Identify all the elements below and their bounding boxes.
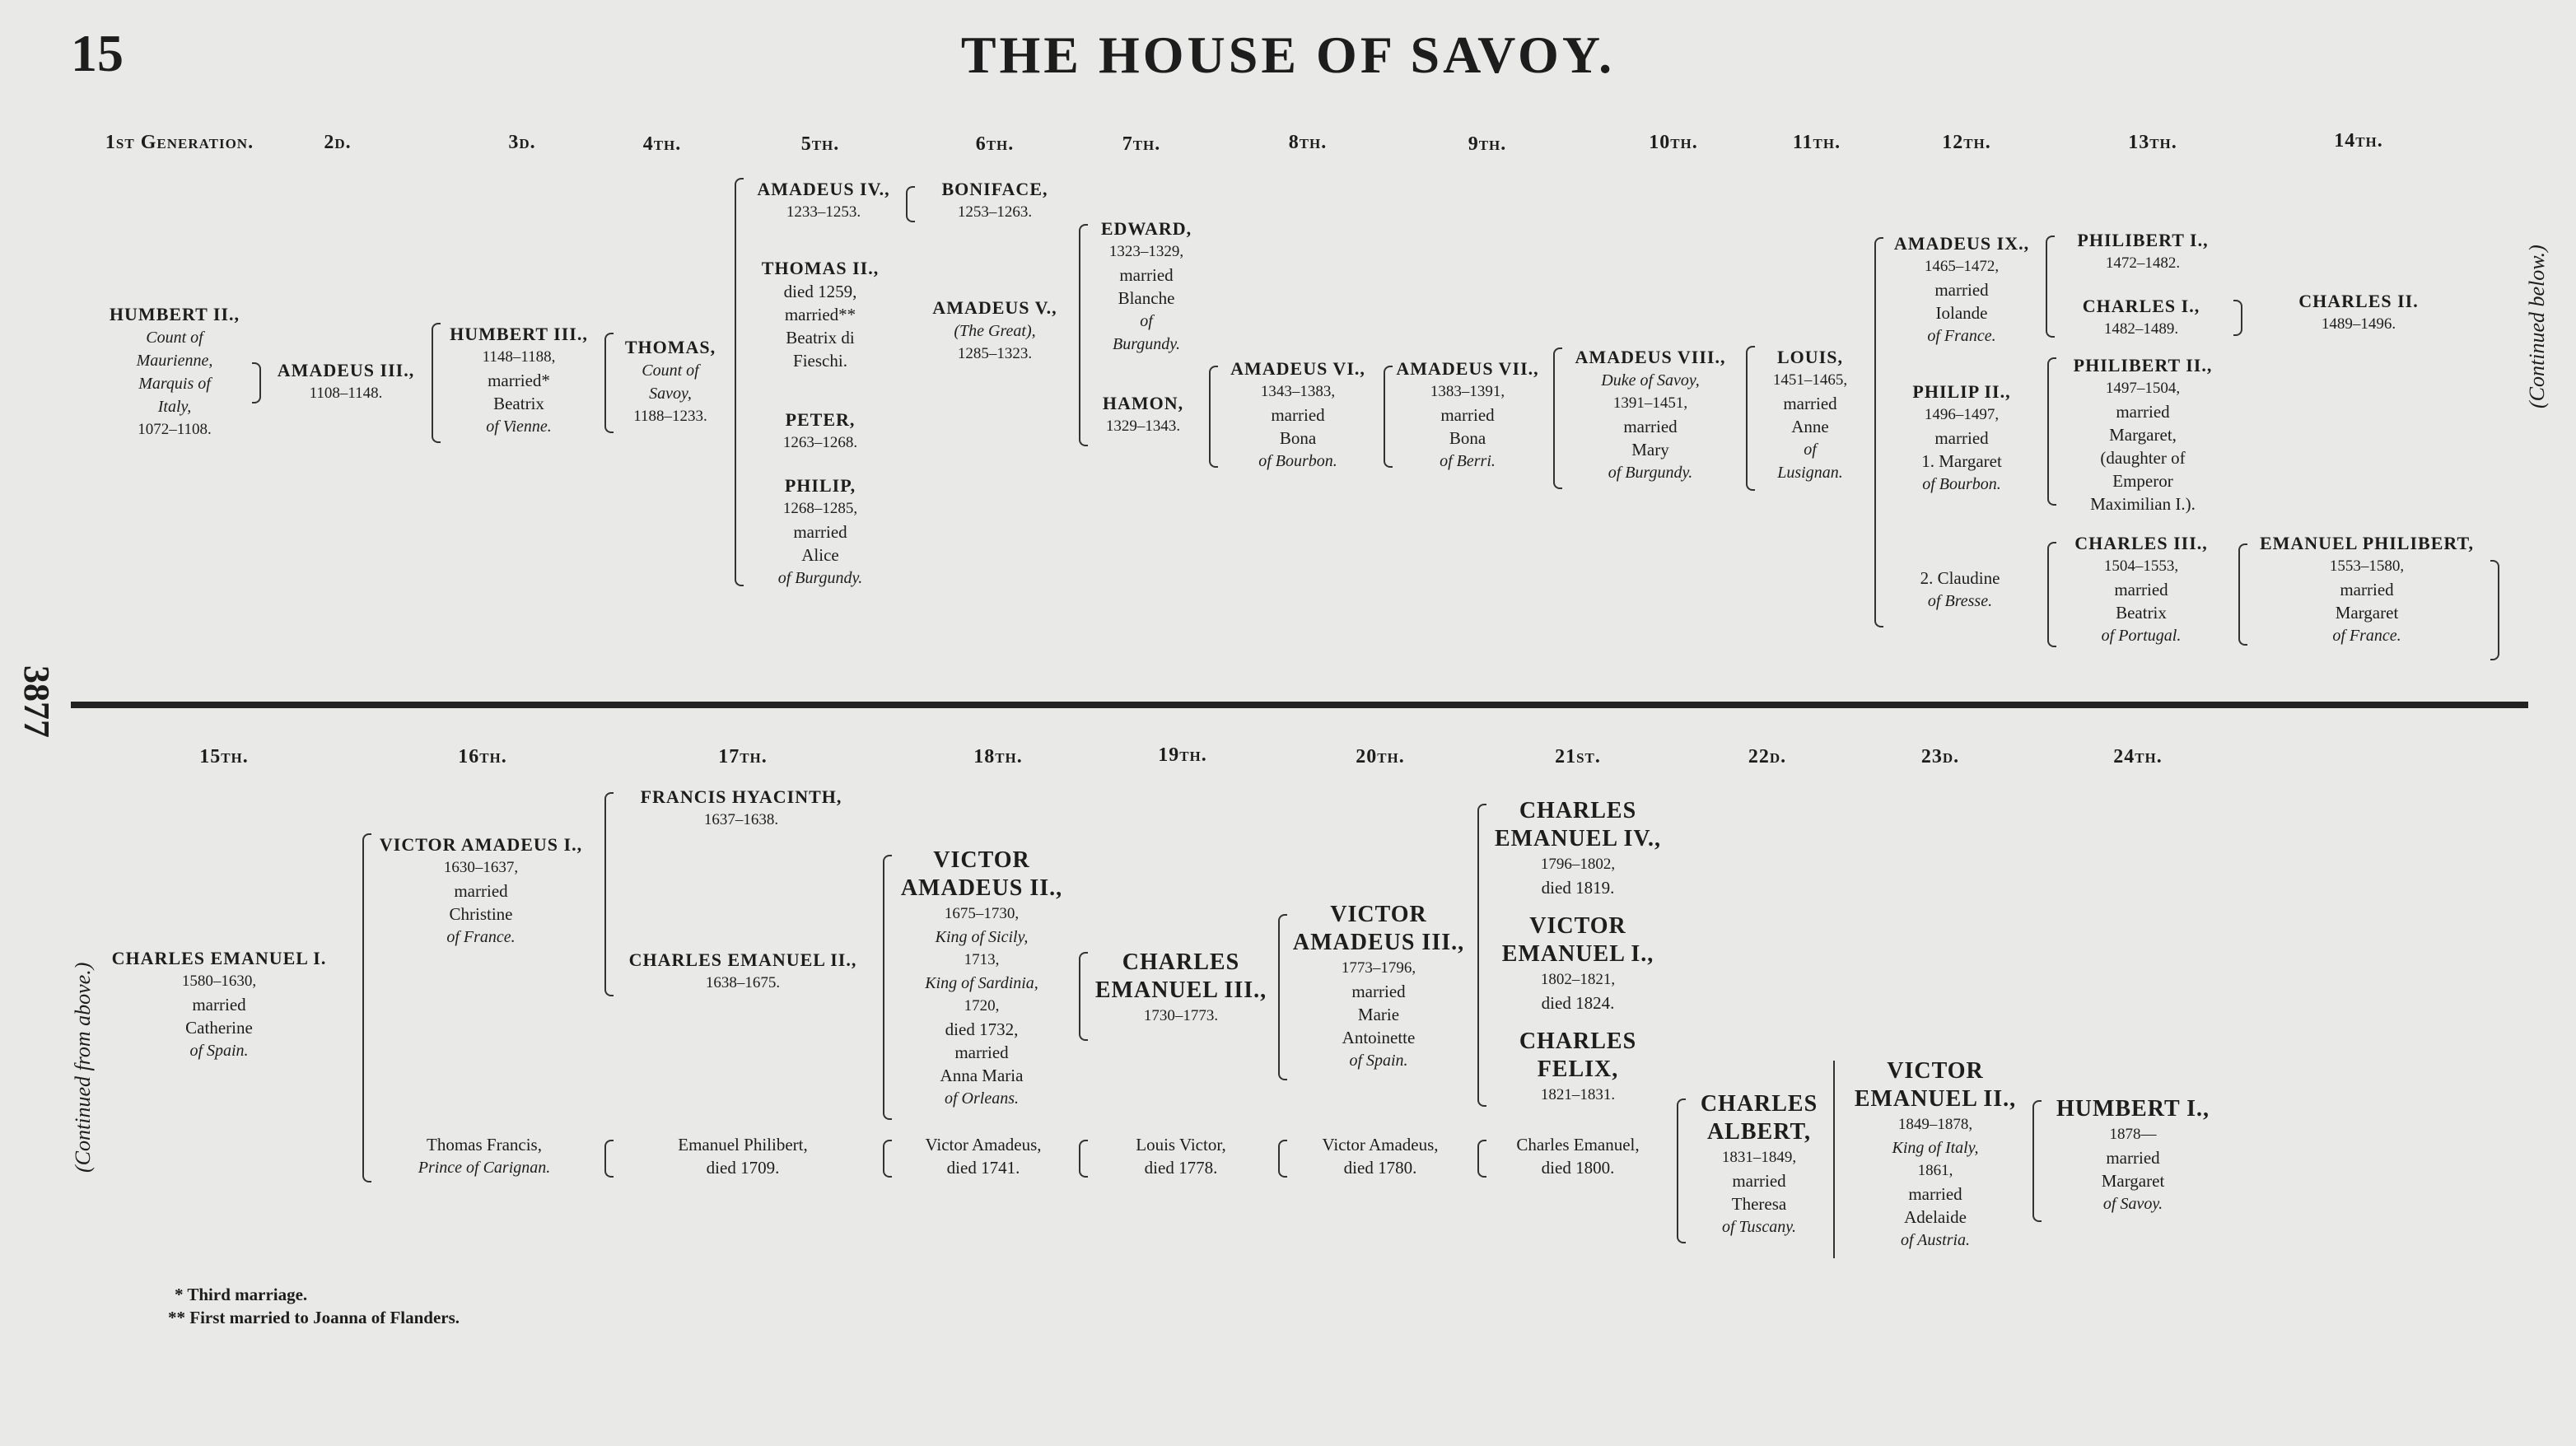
person-francis-hyacinth (641, 786, 842, 832)
person-detail: died 1819. (1541, 878, 1615, 898)
person-name: LOUIS, (1777, 347, 1843, 367)
person-amadeus-iii (278, 359, 414, 405)
person-charles-emanuel-ii (629, 949, 857, 995)
person-dates: 1263–1268. (782, 434, 858, 451)
person-detail: married (2114, 580, 2168, 599)
generation-label: 10th. (1649, 132, 1698, 153)
person-name: AMADEUS III., (277, 360, 415, 380)
bracket (1553, 348, 1562, 489)
generation-label: 12th. (1942, 132, 1991, 153)
person-detail: Antoinette (1342, 1028, 1416, 1047)
bracket (883, 1140, 892, 1178)
bracket (1079, 1140, 1088, 1178)
person-name: AMADEUS II., (900, 875, 1063, 901)
person-detail: married (954, 1043, 1009, 1062)
person-victor-emanuel-i (1502, 912, 1654, 1015)
person-dates: 1630–1637, (443, 859, 519, 876)
person-charles-emanuel-iv (1495, 797, 1661, 899)
generation-label: 21st. (1555, 746, 1601, 767)
person-name: CHARLES EMANUEL II., (628, 949, 857, 970)
generation-label: 19th. (1158, 744, 1207, 766)
person-title: of Bresse. (1927, 592, 1993, 610)
generation-label: 6th. (975, 133, 1015, 155)
generation-label: 23d. (1920, 746, 1960, 767)
bracket (362, 833, 371, 1182)
person-dates: 1878— (2109, 1126, 2157, 1143)
person-title: of Bourbon. (1258, 452, 1337, 470)
person-dates: 1465–1472, (1924, 258, 2000, 275)
person-title: Count of (146, 329, 203, 347)
bracket (883, 855, 892, 1120)
person-dates: 1496–1497, (1924, 406, 2000, 423)
person-dates: 1482–1489. (2103, 320, 2179, 338)
person-detail: married* (488, 371, 550, 390)
person-philip (778, 474, 863, 590)
bracket (604, 792, 614, 996)
person-dates: 1451–1465, (1772, 371, 1848, 389)
person-charles-felix (1519, 1028, 1636, 1107)
person-humbert-iii (450, 323, 588, 438)
person-charles-emanuel-carignan (1516, 1133, 1639, 1179)
person-dates: 1072–1108. (138, 421, 212, 438)
page-title: THE HOUSE OF SAVOY. (960, 26, 1616, 84)
person-detail: died 1709. (706, 1158, 780, 1178)
generation-label: 11th. (1792, 132, 1841, 153)
person-detail: married (1934, 428, 1989, 448)
person-detail: Beatrix di (786, 328, 855, 348)
person-detail: married (1440, 405, 1495, 425)
person-title: of Bourbon. (1922, 475, 2001, 493)
bracket (906, 186, 915, 222)
person-dates: 1329–1343. (1105, 417, 1181, 435)
person-dates: 1637–1638. (703, 811, 779, 828)
person-dates: 1497–1504, (2105, 380, 2181, 397)
person-title: Burgundy. (1112, 335, 1181, 353)
person-title: King of Sardinia, (925, 974, 1038, 992)
person-detail: married (1732, 1171, 1786, 1191)
person-detail: (daughter of (2100, 448, 2186, 468)
continued-from-above-note: (Continued from above.) (71, 962, 95, 1173)
person-detail: Victor Amadeus, (925, 1135, 1042, 1154)
generation-label: 20th. (1356, 746, 1405, 767)
person-detail: Bona (1449, 428, 1486, 448)
page-number: 15 (71, 24, 124, 82)
generation-label: 3d. (508, 132, 536, 153)
person-name: FELIX, (1537, 1057, 1619, 1082)
person-dates: 1802–1821, (1540, 971, 1616, 988)
person-dates: 1285–1323. (957, 345, 1033, 362)
person-detail: Bona (1279, 428, 1317, 448)
person-dates: 1675–1730, (944, 905, 1020, 922)
person-amadeus-viii (1575, 346, 1726, 484)
person-dates: 1831–1849, (1721, 1149, 1797, 1166)
person-dates: 1730–1773. (1143, 1007, 1219, 1024)
person-detail: married (1908, 1184, 1962, 1204)
person-title: King of Sicily, (935, 928, 1029, 946)
person-dates: 1148–1188, (482, 348, 556, 366)
person-louis-victor (1136, 1133, 1226, 1179)
person-dates: 1638–1675. (705, 974, 781, 991)
bracket (1746, 346, 1755, 491)
person-detail: Maximilian I.). (2090, 494, 2196, 514)
person-name: BONIFACE, (941, 179, 1048, 199)
person-detail: died 1778. (1144, 1158, 1218, 1178)
person-detail: died 1824. (1541, 993, 1615, 1013)
person-name: CHARLES II. (2298, 291, 2419, 311)
person-title: of (1804, 441, 1817, 459)
person-detail: died 1741. (946, 1158, 1020, 1178)
person-peter (783, 408, 857, 455)
person-detail: married (1271, 405, 1325, 425)
person-thomas-francis (418, 1133, 551, 1179)
person-charles-ii (2298, 290, 2418, 336)
person-amadeus-v (932, 296, 1057, 366)
person-name: PETER, (785, 409, 856, 430)
person-victor-amadeus-carignan-2 (1322, 1133, 1438, 1179)
generation-label: 9th. (1468, 133, 1507, 155)
person-boniface (942, 178, 1048, 224)
person-name: HUMBERT III., (450, 324, 588, 344)
person-amadeus-ix (1894, 232, 2029, 348)
person-amadeus-vii (1396, 357, 1538, 473)
person-name: EMANUEL IV., (1494, 826, 1662, 851)
person-title: Count of (642, 362, 699, 380)
person-name: CHARLES (1700, 1091, 1818, 1117)
person-name: CHARLES (1122, 949, 1240, 975)
person-detail: Alice (801, 545, 839, 565)
person-title: of Orleans. (944, 1089, 1019, 1108)
bracket (252, 362, 261, 403)
person-detail: married (454, 881, 508, 901)
person-name: EMANUEL III., (1094, 977, 1267, 1003)
person-dates: 1553–1580, (2329, 557, 2405, 575)
person-detail: married (1623, 417, 1678, 436)
generation-label: 7th. (1122, 133, 1161, 155)
person-dates: 1233–1253. (786, 203, 861, 221)
person-detail: married (2106, 1148, 2160, 1168)
person-title: Prince of Carignan. (418, 1159, 551, 1177)
generation-label: 2d. (324, 132, 352, 153)
person-name: FRANCIS HYACINTH, (640, 786, 842, 807)
person-detail: Thomas Francis, (427, 1135, 542, 1154)
person-name: ALBERT, (1706, 1119, 1812, 1145)
bracket (604, 333, 614, 433)
person-detail: Victor Amadeus, (1322, 1135, 1439, 1154)
person-louis (1773, 346, 1847, 484)
bracket (1384, 366, 1393, 468)
person-title: of France. (2332, 627, 2401, 645)
bracket (2490, 560, 2499, 660)
bracket (2233, 300, 2242, 336)
bracket (2047, 357, 2056, 506)
person-detail: died 1259, (783, 282, 857, 301)
person-dates: 1343–1383, (1260, 383, 1336, 400)
person-detail: married (2116, 402, 2170, 422)
person-name: VICTOR (1887, 1058, 1984, 1084)
person-name: EMANUEL II., (1854, 1086, 2017, 1112)
person-name: PHILIP II., (1912, 381, 2011, 402)
person-dates: 1849–1878, (1897, 1116, 1973, 1133)
person-detail: Christine (449, 904, 513, 924)
person-dates: 1391–1451, (1612, 394, 1688, 412)
person-detail: Emanuel Philibert, (678, 1135, 808, 1154)
person-title: Duke of Savoy, (1601, 371, 1700, 389)
person-title: of Burgundy. (1608, 464, 1693, 482)
person-charles-emanuel-iii (1095, 949, 1267, 1028)
person-title: (The Great), (954, 322, 1036, 340)
person-name: EMANUEL PHILIBERT, (2259, 533, 2475, 553)
person-title: Savoy, (649, 385, 692, 403)
person-dates: 1861, (1917, 1162, 1953, 1179)
person-title: Maurienne, (136, 352, 213, 370)
person-dates: 1713, (964, 951, 1000, 968)
person-name: AMADEUS IV., (757, 179, 890, 199)
person-title: of Tuscany. (1721, 1218, 1796, 1236)
person-title: of Savoy. (2102, 1195, 2163, 1213)
person-philibert-ii (2074, 354, 2213, 515)
generation-label: 8th. (1288, 132, 1328, 153)
person-name: AMADEUS VI., (1230, 358, 1365, 379)
bracket (2238, 543, 2247, 646)
bracket (1833, 1061, 1835, 1258)
person-hamon (1103, 392, 1183, 438)
footnote: * Third marriage. (175, 1285, 308, 1304)
person-title: Lusignan. (1777, 464, 1843, 482)
person-detail: Blanche (1118, 288, 1175, 308)
person-name: THOMAS II., (761, 258, 880, 278)
bracket (2047, 542, 2056, 647)
person-name: AMADEUS VIII., (1575, 347, 1726, 367)
generation-label: 24th. (2113, 746, 2163, 767)
person-claudine (1920, 567, 2000, 613)
person-detail: died 1780. (1343, 1158, 1417, 1178)
generation-label: 16th. (458, 746, 507, 767)
person-title: King of Italy, (1892, 1139, 1979, 1157)
person-dates: 1188–1233. (633, 408, 707, 425)
person-title: of France. (1927, 327, 1996, 345)
section-divider (71, 702, 2528, 708)
generation-label: 5th. (800, 133, 840, 155)
bracket (1079, 952, 1088, 1041)
person-title: of Austria. (1900, 1231, 1971, 1249)
person-amadeus-iv (757, 178, 889, 224)
bracket (1278, 914, 1287, 1080)
person-charles-i (2083, 295, 2200, 341)
person-victor-emanuel-ii (1855, 1057, 2016, 1252)
person-detail: 2. Claudine (1920, 568, 2000, 588)
person-emanuel-philibert (2260, 532, 2474, 647)
person-name: THOMAS, (624, 337, 716, 357)
person-edward (1101, 217, 1192, 356)
bracket (2046, 236, 2055, 338)
person-detail: Catherine (185, 1018, 253, 1038)
person-philibert-i (2077, 229, 2208, 275)
person-detail: Charles Emanuel, (1516, 1135, 1640, 1154)
person-detail: Anne (1791, 417, 1829, 436)
person-name: AMADEUS V., (932, 297, 1057, 318)
person-thomas (625, 336, 716, 428)
person-detail: married (1119, 265, 1174, 285)
bracket (1209, 366, 1218, 468)
side-page-number: 3877 (16, 665, 57, 738)
person-detail: married** (784, 305, 856, 324)
person-detail: Marie (1357, 1005, 1400, 1024)
person-victor-amadeus-i (380, 833, 582, 949)
generation-label: 15th. (199, 746, 249, 767)
person-name: CHARLES (1519, 798, 1637, 823)
person-detail: married (1783, 394, 1837, 413)
person-charles-iii (2074, 532, 2208, 647)
bracket (1874, 237, 1883, 627)
person-detail: Margaret (2335, 603, 2399, 623)
person-name: HAMON, (1102, 393, 1184, 413)
person-dates: 1383–1391, (1430, 383, 1505, 400)
footnote: ** First married to Joanna of Flanders. (168, 1308, 460, 1327)
person-detail: Fieschi. (793, 351, 847, 371)
person-dates: 1489–1496. (2321, 315, 2396, 333)
person-detail: Anna Maria (940, 1066, 1024, 1085)
person-dates: 1472–1482. (2105, 254, 2181, 272)
person-title: Marquis of (138, 375, 211, 393)
person-dates: 1720, (964, 997, 1000, 1015)
person-name: PHILIBERT I., (2077, 230, 2209, 250)
person-title: of Spain. (189, 1042, 249, 1060)
person-detail: Margaret (2101, 1171, 2165, 1191)
person-name: VICTOR (933, 847, 1030, 873)
person-name: VICTOR AMADEUS I., (379, 834, 583, 855)
person-victor-amadeus-ii (901, 847, 1062, 1110)
person-charles-emanuel-i (112, 947, 327, 1062)
person-detail: Adelaide (1904, 1207, 1967, 1227)
person-title: of France. (446, 928, 516, 946)
person-dates: 1108–1148. (309, 385, 383, 402)
person-title: of Vienne. (486, 417, 552, 436)
generation-label: 18th. (973, 746, 1023, 767)
person-title: of Berri. (1440, 452, 1496, 470)
generation-label: 4th. (642, 133, 682, 155)
person-detail: married (1934, 280, 1989, 300)
person-detail: Margaret, (2109, 425, 2177, 445)
person-detail: Beatrix (493, 394, 544, 413)
person-name: VICTOR (1330, 902, 1427, 927)
person-name: CHARLES I., (2082, 296, 2200, 316)
person-amadeus-vi (1230, 357, 1365, 473)
person-dates: 1504–1553, (2103, 557, 2179, 575)
person-name: AMADEUS IX., (1893, 233, 2030, 254)
person-name: VICTOR (1529, 913, 1626, 939)
person-detail: married (192, 995, 246, 1015)
person-dates: 1796–1802, (1540, 856, 1616, 873)
person-title: of Burgundy. (777, 569, 863, 587)
person-detail: Beatrix (2116, 603, 2167, 623)
person-name: EDWARD, (1100, 218, 1192, 239)
person-detail: died 1732, (945, 1019, 1019, 1039)
bracket (1278, 1140, 1287, 1178)
person-detail: Emperor (2112, 471, 2173, 491)
person-dates: 1268–1285, (782, 500, 858, 517)
person-dates: 1253–1263. (957, 203, 1033, 221)
bracket (1079, 224, 1088, 446)
person-charles-albert (1701, 1090, 1818, 1238)
person-dates: 1580–1630, (181, 973, 257, 990)
person-detail: Iolande (1935, 303, 1988, 323)
person-name: CHARLES EMANUEL I. (111, 948, 327, 968)
bracket (1477, 804, 1486, 1107)
person-name: HUMBERT I., (2056, 1096, 2210, 1122)
generation-label: 22d. (1748, 746, 1787, 767)
person-title: of Spain. (1349, 1052, 1408, 1070)
person-detail: Louis Victor, (1136, 1135, 1226, 1154)
generation-label: 14th. (2334, 130, 2383, 152)
generation-label: 13th. (2128, 132, 2177, 153)
person-name: CHARLES III., (2074, 533, 2208, 553)
person-dates: 1323–1329, (1108, 243, 1184, 260)
person-dates: 1773–1796, (1341, 959, 1416, 977)
person-victor-amadeus-iii (1293, 901, 1464, 1072)
person-victor-amadeus-carignan (925, 1133, 1041, 1179)
person-title: of Portugal. (2101, 627, 2182, 645)
person-name: HUMBERT II., (109, 304, 240, 324)
bracket (2032, 1100, 2042, 1222)
continued-below-note: (Continued below.) (2525, 245, 2549, 408)
person-detail: died 1800. (1541, 1158, 1615, 1178)
bracket (1677, 1098, 1686, 1243)
person-title: Italy, (157, 398, 192, 416)
bracket (1477, 1140, 1486, 1178)
person-name: CHARLES (1519, 1029, 1637, 1054)
person-humbert-ii (110, 303, 240, 441)
person-detail: Theresa (1731, 1194, 1787, 1214)
person-thomas-ii (762, 257, 879, 372)
person-name: AMADEUS VII., (1396, 358, 1539, 379)
person-emanuel-philibert-carignan (678, 1133, 807, 1179)
person-name: PHILIBERT II., (2073, 355, 2213, 375)
person-name: PHILIP, (784, 475, 856, 496)
person-philip-ii (1912, 380, 2010, 496)
person-name: EMANUEL I., (1501, 941, 1654, 967)
person-detail: married (2340, 580, 2394, 599)
generation-label: 17th. (718, 746, 768, 767)
person-name: AMADEUS III., (1292, 930, 1465, 955)
person-detail: married (793, 522, 847, 542)
person-detail: Mary (1631, 440, 1669, 459)
person-title: of (1140, 312, 1153, 330)
bracket (432, 323, 441, 443)
person-dates: 1821–1831. (1540, 1086, 1616, 1103)
person-detail: 1. Margaret (1921, 451, 2002, 471)
person-humbert-i (2056, 1095, 2210, 1215)
bracket (604, 1140, 614, 1178)
bracket (735, 178, 744, 586)
person-detail: married (1351, 982, 1406, 1001)
generation-label: 1st Generation. (105, 132, 254, 153)
